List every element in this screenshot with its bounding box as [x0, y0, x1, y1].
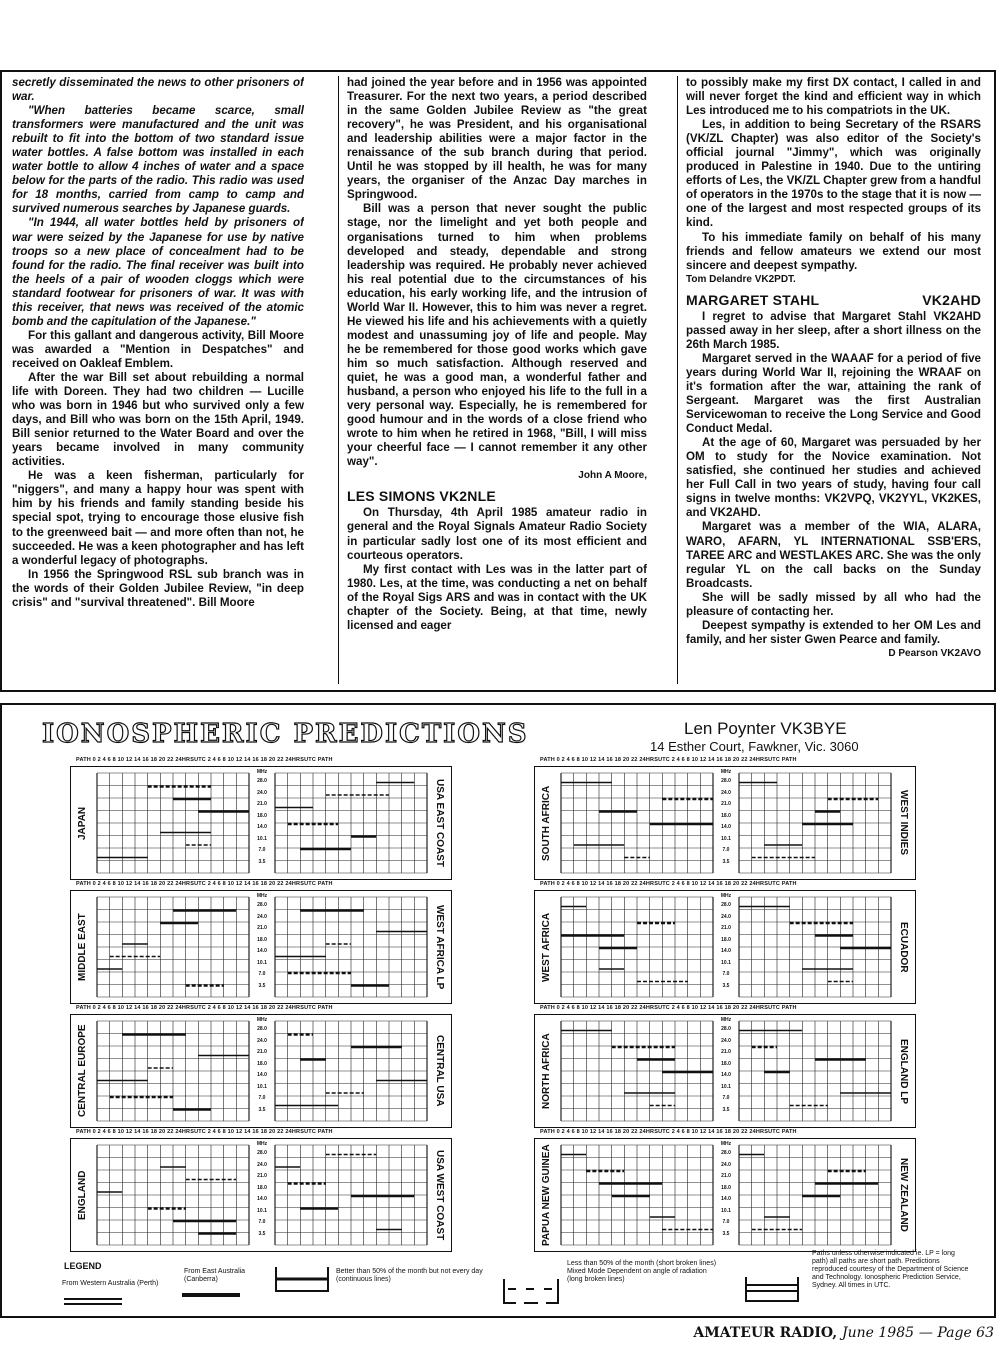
freq-tick: 3.5 [722, 858, 730, 865]
freq-tick: 21.0 [257, 801, 267, 807]
article-column-3 [686, 76, 981, 684]
freq-tick: 21.0 [721, 1049, 731, 1055]
signature-john-moore: John A Moore, [578, 470, 647, 482]
legend-eastern-line [182, 1290, 242, 1300]
paragraph: My first contact with Les was in the latter part of 1980. Les, at the time, was conducting a net on behalf of the Royal Sigs ARS and was in contact with the UK chapter of the Society. Being, at that time, newly licensed and eager [347, 562, 647, 632]
ionospheric-title: IONOSPHERIC PREDICTIONS [42, 719, 529, 749]
legend-continuous-icon [272, 1265, 332, 1295]
chart-left-label: ENGLAND [77, 1170, 88, 1220]
freq-axis [252, 769, 272, 868]
freq-axis [252, 1017, 272, 1116]
hour-scale: PATH 0 2 4 6 8 10 12 14 16 18 20 22 24HRSUTC 2 4 6 8 10 12 14 16 18 20 22 24HRSUTC PATH [540, 757, 797, 763]
paragraph: Margaret served in the WAAAF for a period of five years during World War II, rejoining the WRAAF on it's formation after the war, attaining the rank of Sergeant. Margaret was the first Australian Servicewoman to receive the Long Service and Good Conduct Medal. [686, 351, 981, 436]
chart-right-label: CENTRAL USA [434, 1035, 445, 1107]
chart-path-header [540, 881, 797, 887]
page-footer [693, 1325, 994, 1341]
footer-magazine: AMATEUR RADIO, [693, 1325, 838, 1341]
paragraph: I regret to advise that Margaret Stahl VK2AHD passed away in her sleep, after a short illness on the 26th March 1985. [686, 309, 981, 351]
chart-path-header [76, 1129, 333, 1135]
footer-issue: June 1985 [842, 1325, 915, 1341]
prediction-chart [70, 766, 452, 880]
freq-tick: 18.0 [721, 936, 731, 943]
freq-tick: 3.5 [722, 1230, 730, 1237]
freq-tick: 10.1 [257, 1207, 267, 1214]
legend-western-line [64, 1297, 124, 1307]
legend-dual-icon [742, 1275, 802, 1305]
freq-tick: 7.0 [722, 1095, 730, 1101]
chart-left-label: CENTRAL EUROPE [77, 1024, 88, 1118]
chart-path-header [76, 881, 333, 887]
heading-name: MARGARET STAHL [686, 291, 820, 308]
freq-tick: 18.0 [721, 1184, 731, 1191]
legend-title: LEGEND [64, 1261, 102, 1271]
freq-tick: 3.5 [258, 1106, 266, 1113]
paragraph: had joined the year before and in 1956 was appointed Treasurer. For the next two years, a period described in the same Golden Jubilee Review as "the great recovery", he was President, and his organisational and leadership abilities were a major factor in the renaissance of the sub branch during that period. Until he was stopped by ill health, he was for many years, the organiser of the Anzac Day marches in Springwood. [347, 76, 647, 202]
freq-tick: 10.1 [721, 959, 731, 966]
paragraph: In 1956 the Springwood RSL sub branch was in the words of their Golden Jubilee Review, "in deep crisis" and "survival threatened". Bill Moore [12, 567, 304, 609]
prediction-chart [534, 1014, 916, 1128]
chart-right-label: ENGLAND LP [898, 1038, 909, 1104]
chart-left-label: NORTH AFRICA [541, 1033, 552, 1109]
chart-right-label: ECUADOR [898, 921, 909, 973]
prediction-chart [70, 1138, 452, 1252]
chart-left-label: PAPUA NEW GUINEA [541, 1144, 552, 1246]
hour-scale: PATH 0 2 4 6 8 10 12 14 16 18 20 22 24HRSUTC 2 4 6 8 10 12 14 16 18 20 22 24HRSUTC PATH [540, 881, 797, 887]
freq-unit: MHz [256, 1017, 268, 1023]
freq-tick: 18.0 [257, 1184, 267, 1191]
freq-tick: 24.0 [257, 913, 267, 920]
heading-margaret-stahl [686, 293, 981, 307]
legend-less: Less than 50% of the month (short broken lines) Mixed Mode Dependent on angle of radiation (long broken lines) [567, 1260, 717, 1283]
signature-d-pearson: D Pearson VK2AVO [888, 647, 981, 659]
chart-path-header [76, 1005, 333, 1011]
paragraph: Deepest sympathy is extended to her OM Les and family, and her sister Gwen Pearce and family. [686, 618, 981, 646]
freq-tick: 14.0 [721, 824, 731, 830]
freq-axis [716, 1141, 736, 1240]
chart-right-label: USA WEST COAST [434, 1149, 445, 1241]
paragraph: To his immediate family on behalf of his many friends and fellow amateurs we extend our most sincere and deepest sympathy. [686, 230, 981, 272]
freq-tick: 10.1 [257, 959, 267, 966]
hour-scale: PATH 0 2 4 6 8 10 12 14 16 18 20 22 24HRSUTC 2 4 6 8 10 12 14 16 18 20 22 24HRSUTC PATH [76, 881, 333, 887]
freq-tick: 24.0 [257, 1037, 267, 1044]
freq-tick: 7.0 [722, 971, 730, 977]
chart-left-label: MIDDLE EAST [77, 913, 88, 981]
prediction-chart [70, 890, 452, 1004]
freq-tick: 3.5 [722, 982, 730, 989]
prediction-chart [534, 890, 916, 1004]
freq-tick: 7.0 [722, 1219, 730, 1225]
freq-tick: 3.5 [258, 982, 266, 989]
freq-tick: 24.0 [721, 1161, 731, 1168]
author-address: 14 Esther Court, Fawkner, Vic. 3060 [650, 739, 859, 754]
heading-les-simons: LES SIMONS VK2NLE [347, 488, 496, 505]
freq-unit: MHz [720, 1141, 732, 1147]
freq-unit: MHz [720, 769, 732, 775]
prediction-chart [534, 766, 916, 880]
freq-tick: 21.0 [257, 1049, 267, 1055]
chart-right-label: WEST INDIES [898, 790, 909, 856]
hour-scale: PATH 0 2 4 6 8 10 12 14 16 18 20 22 24HRSUTC 2 4 6 8 10 12 14 16 18 20 22 24HRSUTC PATH [76, 1005, 333, 1011]
paragraph: After the war Bill set about rebuilding a normal life with Doreen. They had two children — Lucille who was born in 1946 but who survived only a few days, and Bill who was born on the 15th April, 1949. Bill senior returned to the Water Board and over the years became involved in many community activities. [12, 370, 304, 469]
paragraph: Les, in addition to being Secretary of the RSARS (VK/ZL Chapter) was also editor of the Society's official journal "Jimmy", which was originally produced in Palestine in 1940. Due to the untiring efforts of Les, the VK/ZL Chapter grew from a handful of operators in the 1970s to the stage that it is now — one of the largest and most respected groups of its kind. [686, 118, 981, 230]
legend-broken-icon [500, 1275, 562, 1309]
freq-tick: 3.5 [258, 858, 266, 865]
freq-tick: 7.0 [258, 971, 266, 977]
legend-western: From Western Australia (Perth) [62, 1280, 159, 1287]
legend-better: Better than 50% of the month but not every day (continuous lines) [336, 1268, 483, 1283]
freq-axis [716, 769, 736, 868]
paragraph: At the age of 60, Margaret was persuaded by her OM to study for the Novice examination. Not satisfied, she continued her studies and achieved her Full Call in two years of study, having four call signs in twelve months: VK2VPQ, VK2YYL, VK2KES, and VK2AHD. [686, 436, 981, 520]
freq-tick: 28.0 [721, 1150, 731, 1156]
freq-tick: 21.0 [721, 801, 731, 807]
freq-tick: 21.0 [721, 925, 731, 931]
freq-tick: 28.0 [721, 1026, 731, 1032]
chart-path-header [540, 757, 797, 763]
hour-scale: PATH 0 2 4 6 8 10 12 14 16 18 20 22 24HRSUTC 2 4 6 8 10 12 14 16 18 20 22 24HRSUTC PATH [76, 757, 333, 763]
freq-tick: 21.0 [257, 1173, 267, 1179]
column-rule [677, 76, 678, 684]
freq-tick: 10.1 [721, 1083, 731, 1090]
paragraph: Bill was a person that never sought the public stage, nor the limelight and yet both people and organisations turned to him when problems developed and steady, dependable and strong leadership was required. He probably never achieved his real potential due to the circumstances of his education, his early working life, and the intrusion of World War II. However, this to him was never a regret. He viewed his life and his achievements with a quietly modest and unassuming joy of life and people. May he be remembered for those good works which gave him so much satisfaction. Although reserved and quiet, he was a good man, a wonderful father and husband, a person who enjoyed his life to the full in a very personal way. Especially, he is remembered for good humour and in the words of a close friend who wrote to him when he retired in 1968, "Bill, I will miss your cheerful face — I cannot remember it any other way". [347, 202, 647, 469]
freq-tick: 7.0 [258, 847, 266, 853]
paragraph: He was a keen fisherman, particularly for "niggers", and many a happy hour was spent with him by his friends and family standing beside his special spot, trying to encourage those elusive fish to the greenweed bait — and more often than not, he succeeded. He was a keen photographer and has left a wonderful legacy of photographs. [12, 469, 304, 567]
freq-tick: 10.1 [721, 1207, 731, 1214]
freq-tick: 7.0 [722, 847, 730, 853]
freq-tick: 14.0 [721, 948, 731, 954]
chart-right-label: USA EAST COAST [434, 779, 445, 867]
freq-tick: 14.0 [721, 1072, 731, 1078]
chart-right-label: NEW ZEALAND [898, 1158, 909, 1232]
freq-tick: 21.0 [257, 925, 267, 931]
freq-tick: 18.0 [721, 812, 731, 819]
freq-tick: 10.1 [721, 835, 731, 842]
freq-tick: 28.0 [721, 902, 731, 908]
freq-tick: 3.5 [258, 1230, 266, 1237]
article-box [0, 70, 996, 692]
freq-tick: 18.0 [257, 812, 267, 819]
freq-tick: 10.1 [257, 1083, 267, 1090]
chart-left-label: JAPAN [77, 806, 88, 840]
column-rule [338, 76, 339, 684]
freq-unit: MHz [720, 893, 732, 899]
freq-unit: MHz [720, 1017, 732, 1023]
chart-right-label: WEST AFRICA LP [434, 904, 445, 990]
freq-axis [716, 893, 736, 992]
paragraph: "In 1944, all water bottles held by prisoners of war were seized by the Japanese for use by native troops so a new place of concealment had to be found for the radio. The final receiver was built into the heels of a pair of wooden cloggs which were standard footwear for prisoners of war. It was with this receiver, that news was received of the atomic bomb and the capitulation of the Japanese." [12, 216, 304, 328]
freq-tick: 28.0 [721, 778, 731, 784]
freq-tick: 14.0 [257, 948, 267, 954]
freq-axis [252, 1141, 272, 1240]
chart-path-header [76, 757, 333, 763]
freq-tick: 3.5 [722, 1106, 730, 1113]
freq-tick: 28.0 [257, 1150, 267, 1156]
hour-scale: PATH 0 2 4 6 8 10 12 14 16 18 20 22 24HRSUTC 2 4 6 8 10 12 14 16 18 20 22 24HRSUTC PATH [540, 1005, 797, 1011]
heading-callsign: VK2AHD [922, 291, 981, 308]
freq-unit: MHz [256, 893, 268, 899]
author-name: Len Poynter VK3BYE [684, 719, 847, 738]
article-column-1 [12, 76, 304, 684]
legend-eastern: From East Australia (Canberra) [184, 1268, 246, 1283]
freq-tick: 18.0 [257, 936, 267, 943]
paragraph: "When batteries became scarce, small transformers were manufactured and the unit was rebuilt to fit into the bottom of two standard issue water bottles. A false bottom was installed in each water bottle to allow 4 inches of water and a space below for the parts of the radio. This radio was used for 18 months, carried from camp to camp and survived numerous searches by Japanese guards. [12, 104, 304, 216]
signature-tom-delandre: Tom Delandre VK2PDT. [686, 273, 796, 285]
article-column-2 [347, 76, 647, 684]
freq-tick: 14.0 [257, 1196, 267, 1202]
freq-tick: 10.1 [257, 835, 267, 842]
paragraph: secretly disseminated the news to other prisoners of war. [12, 76, 304, 104]
freq-axis [252, 893, 272, 992]
chart-path-header [540, 1129, 797, 1135]
freq-tick: 14.0 [721, 1196, 731, 1202]
ionospheric-predictions-box [0, 703, 996, 1318]
prediction-chart [534, 1138, 916, 1252]
prediction-chart [70, 1014, 452, 1128]
freq-tick: 28.0 [257, 1026, 267, 1032]
freq-tick: 24.0 [721, 789, 731, 796]
freq-axis [716, 1017, 736, 1116]
paragraph: She will be sadly missed by all who had the pleasure of contacting her. [686, 590, 981, 618]
freq-unit: MHz [256, 769, 268, 775]
paragraph: Margaret was a member of the WIA, ALARA, WARO, AFARN, YL INTERNATIONAL SSB'ERS, TAREE ARC and WESTLAKES ARC. She was the only regular YL on the call backs on the Sunday Broadcasts. [686, 520, 981, 590]
freq-tick: 7.0 [258, 1095, 266, 1101]
freq-tick: 28.0 [257, 902, 267, 908]
chart-left-label: WEST AFRICA [541, 912, 552, 982]
hour-scale: PATH 0 2 4 6 8 10 12 14 16 18 20 22 24HRSUTC 2 4 6 8 10 12 14 16 18 20 22 24HRSUTC PATH [76, 1129, 333, 1135]
freq-tick: 14.0 [257, 1072, 267, 1078]
freq-tick: 14.0 [257, 824, 267, 830]
legend-notes: Paths unless otherwise indicated ie. LP = long path) all paths are short path. Predictions reproduced courtesy of the Department of Science and Technology. Ionospheric Prediction Service, Sydney. All times in UTC. [812, 1250, 969, 1289]
freq-unit: MHz [256, 1141, 268, 1147]
freq-tick: 7.0 [258, 1219, 266, 1225]
hour-scale: PATH 0 2 4 6 8 10 12 14 16 18 20 22 24HRSUTC 2 4 6 8 10 12 14 16 18 20 22 24HRSUTC PATH [540, 1129, 797, 1135]
freq-tick: 28.0 [257, 778, 267, 784]
footer-page: — Page 63 [918, 1325, 994, 1341]
freq-tick: 21.0 [721, 1173, 731, 1179]
freq-tick: 24.0 [257, 789, 267, 796]
paragraph: On Thursday, 4th April 1985 amateur radio in general and the Royal Signals Amateur Radio Society in particular sadly lost one of its most efficient and courteous operators. [347, 506, 647, 562]
freq-tick: 24.0 [257, 1161, 267, 1168]
freq-tick: 24.0 [721, 1037, 731, 1044]
freq-tick: 18.0 [257, 1060, 267, 1067]
freq-tick: 24.0 [721, 913, 731, 920]
freq-tick: 18.0 [721, 1060, 731, 1067]
paragraph: For this gallant and dangerous activity, Bill Moore was awarded a "Mention in Despatches" and received on Oakleaf Emblem. [12, 328, 304, 370]
chart-path-header [540, 1005, 797, 1011]
chart-left-label: SOUTH AFRICA [541, 785, 552, 861]
paragraph: to possibly make my first DX contact, I called in and will never forget the kind and efficient way in which Les introduced me to his compatriots in the UK. [686, 76, 981, 118]
